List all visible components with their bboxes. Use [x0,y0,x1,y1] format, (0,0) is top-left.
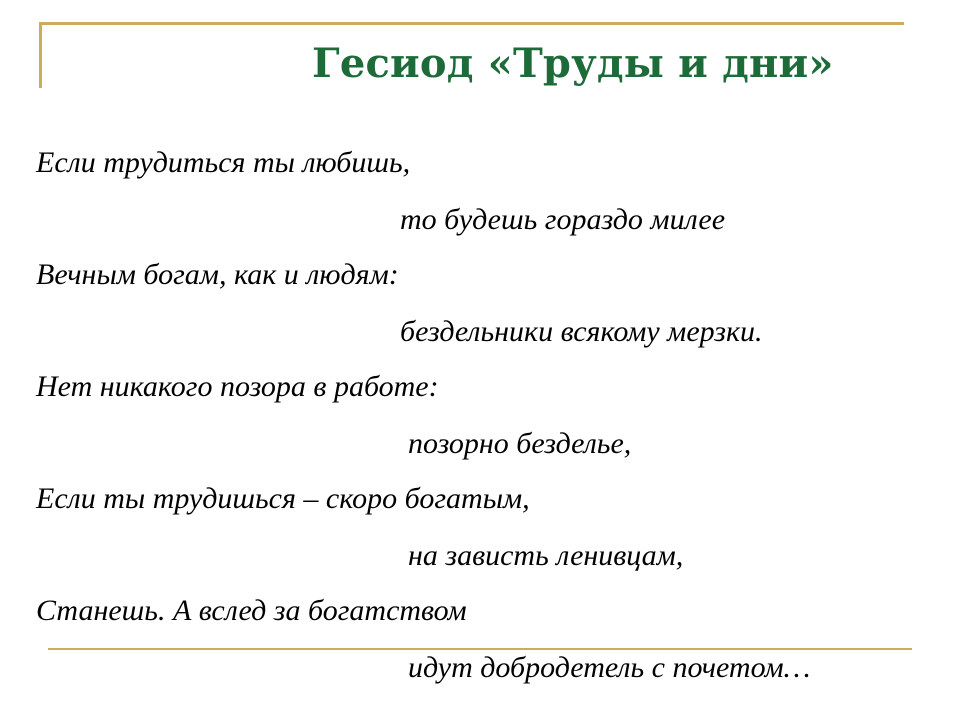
bottom-divider-line [48,648,912,650]
verse-line-10: идут добродетель с почетом… [408,651,811,684]
verse-line-8: на зависть ленивцам, [408,539,684,572]
left-accent-line [39,22,42,88]
verse-line-5: Нет никакого позора в работе: [36,370,439,403]
verse-line-2: то будешь гораздо милее [400,203,726,236]
top-divider-line [40,22,904,25]
verse-line-3: Вечным богам, как и людям: [36,258,399,291]
verse-line-9: Станешь. А вслед за богатством [36,594,467,627]
verse-line-4: бездельники всякому мерзки. [400,315,763,348]
verse-line-1: Если трудиться ты любишь, [36,146,411,179]
slide-title: Гесиод «Труды и дни» [312,40,834,87]
verse-line-6: позорно безделье, [408,427,632,460]
verse-line-7: Если ты трудишься – скоро богатым, [36,482,530,515]
